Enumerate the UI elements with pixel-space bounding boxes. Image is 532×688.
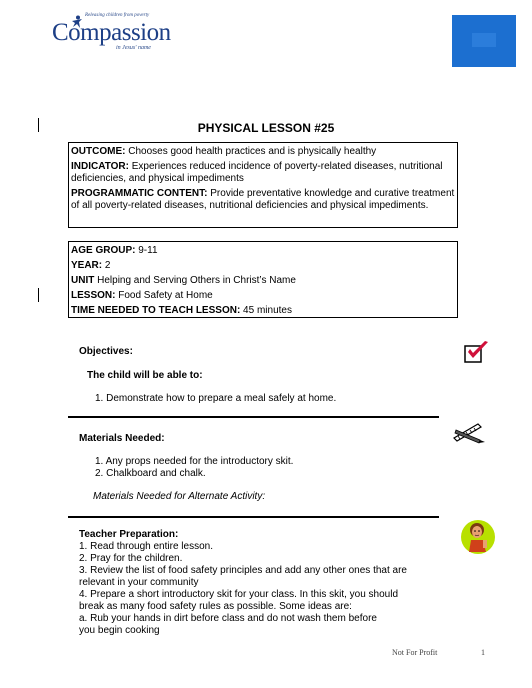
outcome-label: OUTCOME: — [71, 146, 126, 157]
section-divider — [68, 416, 439, 418]
lesson-line — [71, 290, 457, 302]
materials-heading: Materials Needed: — [79, 433, 165, 444]
unit-value: Helping and Serving Others in Christ’s Name — [94, 275, 296, 286]
checkbox-check-icon — [463, 340, 491, 366]
indicator-text: Experiences reduced incidence of poverty-related diseases, nutritional deficiencies, and physical impediments — [71, 161, 443, 184]
age-group-line — [71, 245, 457, 257]
section-divider — [68, 516, 439, 518]
logo-subtitle: in Jesus' name — [116, 45, 151, 51]
unit-label: UNIT — [71, 275, 95, 286]
indicator-line — [71, 161, 457, 185]
programmatic-content-line — [71, 188, 457, 212]
outcome-text: Chooses good health practices and is physically healthy — [125, 146, 377, 157]
year-line — [71, 260, 457, 272]
alternate-materials-label: Materials Needed for Alternate Activity: — [93, 491, 266, 502]
programmatic-content-text: Provide preventative knowledge and curative treatment of all poverty-related diseases, nutritional deficiencies and physical impediments. — [71, 188, 455, 211]
time-line — [71, 305, 457, 317]
objectives-heading: Objectives: — [79, 346, 133, 357]
age-group-label: AGE GROUP: — [71, 245, 136, 256]
teacher-prep-line: 4. Prepare a short introductory skit for your class. In this skit, you should — [79, 589, 399, 600]
footer-label: Not For Profit — [392, 648, 438, 657]
logo-wordmark: Compassion — [52, 19, 171, 46]
year-label: YEAR: — [71, 260, 103, 271]
lesson-info-box — [68, 241, 458, 318]
materials-item: 1. Any props needed for the introductory skit. — [95, 456, 294, 467]
decorative-blue-block — [452, 15, 516, 67]
age-group-value: 9-11 — [135, 245, 158, 256]
time-value: 45 minutes — [240, 305, 292, 316]
teacher-prep-line: 1. Read through entire lesson. — [79, 541, 213, 552]
teacher-avatar-icon — [459, 516, 497, 556]
time-label: TIME NEEDED TO TEACH LESSON: — [71, 305, 241, 316]
teacher-prep-heading: Teacher Preparation: — [79, 529, 179, 540]
page-title: PHYSICAL LESSON #25 — [197, 121, 335, 135]
teacher-prep-line: 3. Review the list of food safety principles and add any other ones that are — [79, 565, 407, 576]
lesson-value: Food Safety at Home — [115, 290, 213, 301]
page-number: 1 — [481, 648, 485, 657]
margin-bar — [38, 288, 39, 302]
teacher-prep-line: you begin cooking — [79, 625, 160, 636]
logo-tagline: Releasing children from poverty — [85, 13, 150, 18]
programmatic-content-label: PROGRAMMATIC CONTENT: — [71, 188, 208, 199]
teacher-prep-line: relevant in your community — [79, 577, 199, 588]
outcome-line — [71, 146, 457, 158]
teacher-prep-line: break as many food safety rules as possible. Some ideas are: — [79, 601, 352, 612]
indicator-label: INDICATOR: — [71, 161, 129, 172]
pencil-ruler-icon — [452, 420, 486, 444]
materials-item: 2. Chalkboard and chalk. — [95, 468, 206, 479]
year-value: 2 — [102, 260, 111, 271]
teacher-prep-line: 2. Pray for the children. — [79, 553, 183, 564]
objectives-subheading: The child will be able to: — [87, 370, 203, 381]
objective-item: 1. Demonstrate how to prepare a meal safely at home. — [95, 393, 337, 404]
compassion-logo — [52, 13, 172, 53]
unit-line — [71, 275, 457, 287]
outcome-box — [68, 142, 458, 228]
teacher-prep-line: a. Rub your hands in dirt before class and do not wash them before — [79, 613, 377, 624]
lesson-label: LESSON: — [71, 290, 116, 301]
